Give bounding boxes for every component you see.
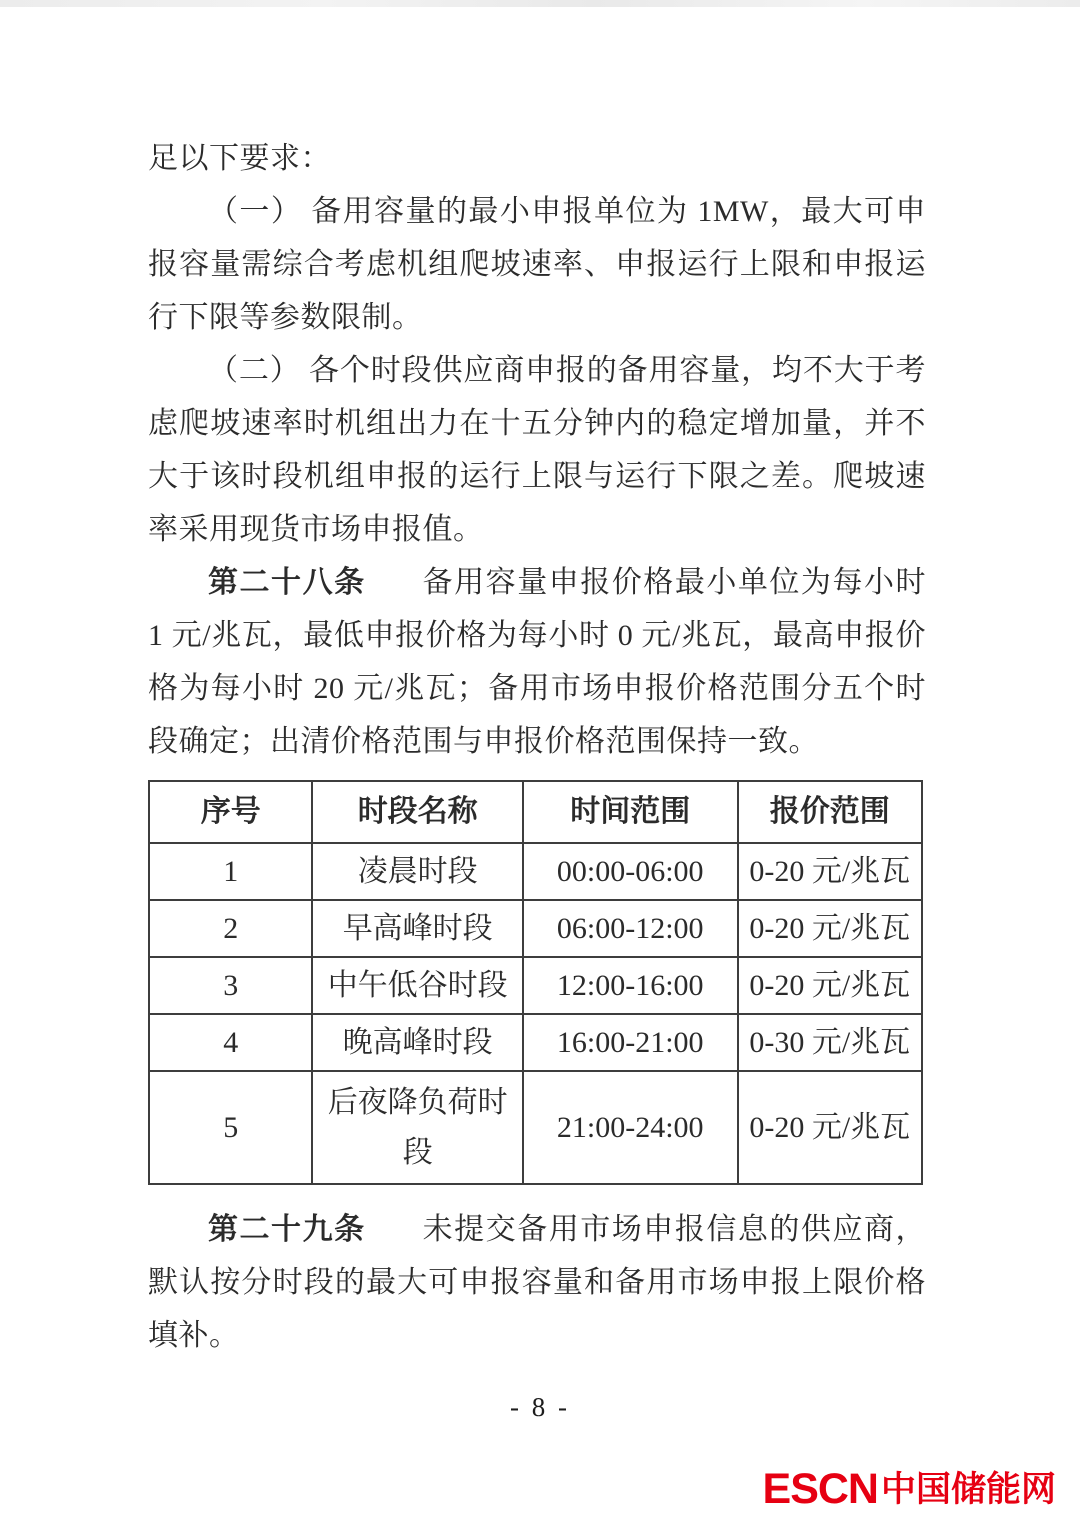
cell-period-name: 早高峰时段 — [312, 900, 523, 957]
article-28-number: 第二十八条 — [208, 566, 366, 599]
table-row — [149, 1014, 922, 1071]
cell-time-range: 21:00-24:00 — [523, 1071, 738, 1184]
paragraph-continuation: 足以下要求： — [148, 142, 331, 175]
escn-logo-cjk-text: 中国储能网 — [880, 1470, 1056, 1509]
bidding-period-table — [148, 780, 923, 1185]
paragraph-item-1: （一） 备用容量的最小申报单位为 1MW，最大可申报容量需综合考虑机组爬坡速率、申报运行上限和申报运行下限等参数限制。 — [148, 195, 926, 334]
cell-price-range: 0-20 元/兆瓦 — [738, 900, 923, 957]
cell-price-range: 0-20 元/兆瓦 — [738, 957, 923, 1014]
cell-seq: 3 — [149, 957, 312, 1014]
header-period-name: 时段名称 — [312, 781, 523, 843]
cell-period-name: 凌晨时段 — [312, 843, 523, 900]
article-28-text: 备用容量申报价格最小单位为每小时 1 元/兆瓦，最低申报价格为每小时 0 元/兆瓦，最高申报价格为每小时 20 元/兆瓦；备用市场申报价格范围分五个时段确定；出清价格范围与申报价格范围保持一致。 — [148, 566, 926, 758]
table-row — [149, 1071, 922, 1184]
page-content — [148, 132, 926, 1362]
escn-logo-text: ESCN — [762, 1465, 878, 1513]
article-29-number: 第二十九条 — [208, 1213, 366, 1246]
cell-time-range: 12:00-16:00 — [523, 957, 738, 1014]
cell-time-range: 16:00-21:00 — [523, 1014, 738, 1071]
page-number: - 8 - — [510, 1392, 570, 1422]
cell-seq: 4 — [149, 1014, 312, 1071]
table-row — [149, 900, 922, 957]
cell-price-range: 0-20 元/兆瓦 — [738, 843, 923, 900]
cell-period-name: 中午低谷时段 — [312, 957, 523, 1014]
cell-period-name: 晚高峰时段 — [312, 1014, 523, 1071]
cell-seq: 5 — [149, 1071, 312, 1184]
cell-price-range: 0-30 元/兆瓦 — [738, 1014, 923, 1071]
cell-seq: 1 — [149, 843, 312, 900]
cell-period-name: 后夜降负荷时段 — [312, 1071, 523, 1184]
scan-artifact-strip — [0, 0, 1080, 7]
header-seq: 序号 — [149, 781, 312, 843]
escn-watermark — [763, 1462, 1056, 1514]
cell-time-range: 00:00-06:00 — [523, 843, 738, 900]
cell-price-range: 0-20 元/兆瓦 — [738, 1071, 923, 1184]
cell-seq: 2 — [149, 900, 312, 957]
paragraph-article-28 — [148, 556, 926, 768]
table-row — [149, 957, 922, 1014]
paragraph-article-29 — [148, 1203, 926, 1362]
table-header-row — [149, 781, 922, 843]
cell-time-range: 06:00-12:00 — [523, 900, 738, 957]
article-29-text: 未提交备用市场申报信息的供应商，默认按分时段的最大可申报容量和备用市场申报上限价格填补。 — [148, 1213, 926, 1352]
header-time-range: 时间范围 — [523, 781, 738, 843]
table-row — [149, 843, 922, 900]
header-price-range: 报价范围 — [738, 781, 923, 843]
paragraph-item-2: （二） 各个时段供应商申报的备用容量，均不大于考虑爬坡速率时机组出力在十五分钟内的稳定增加量，并不大于该时段机组申报的运行上限与运行下限之差。爬坡速率采用现货市场申报值。 — [148, 354, 926, 546]
